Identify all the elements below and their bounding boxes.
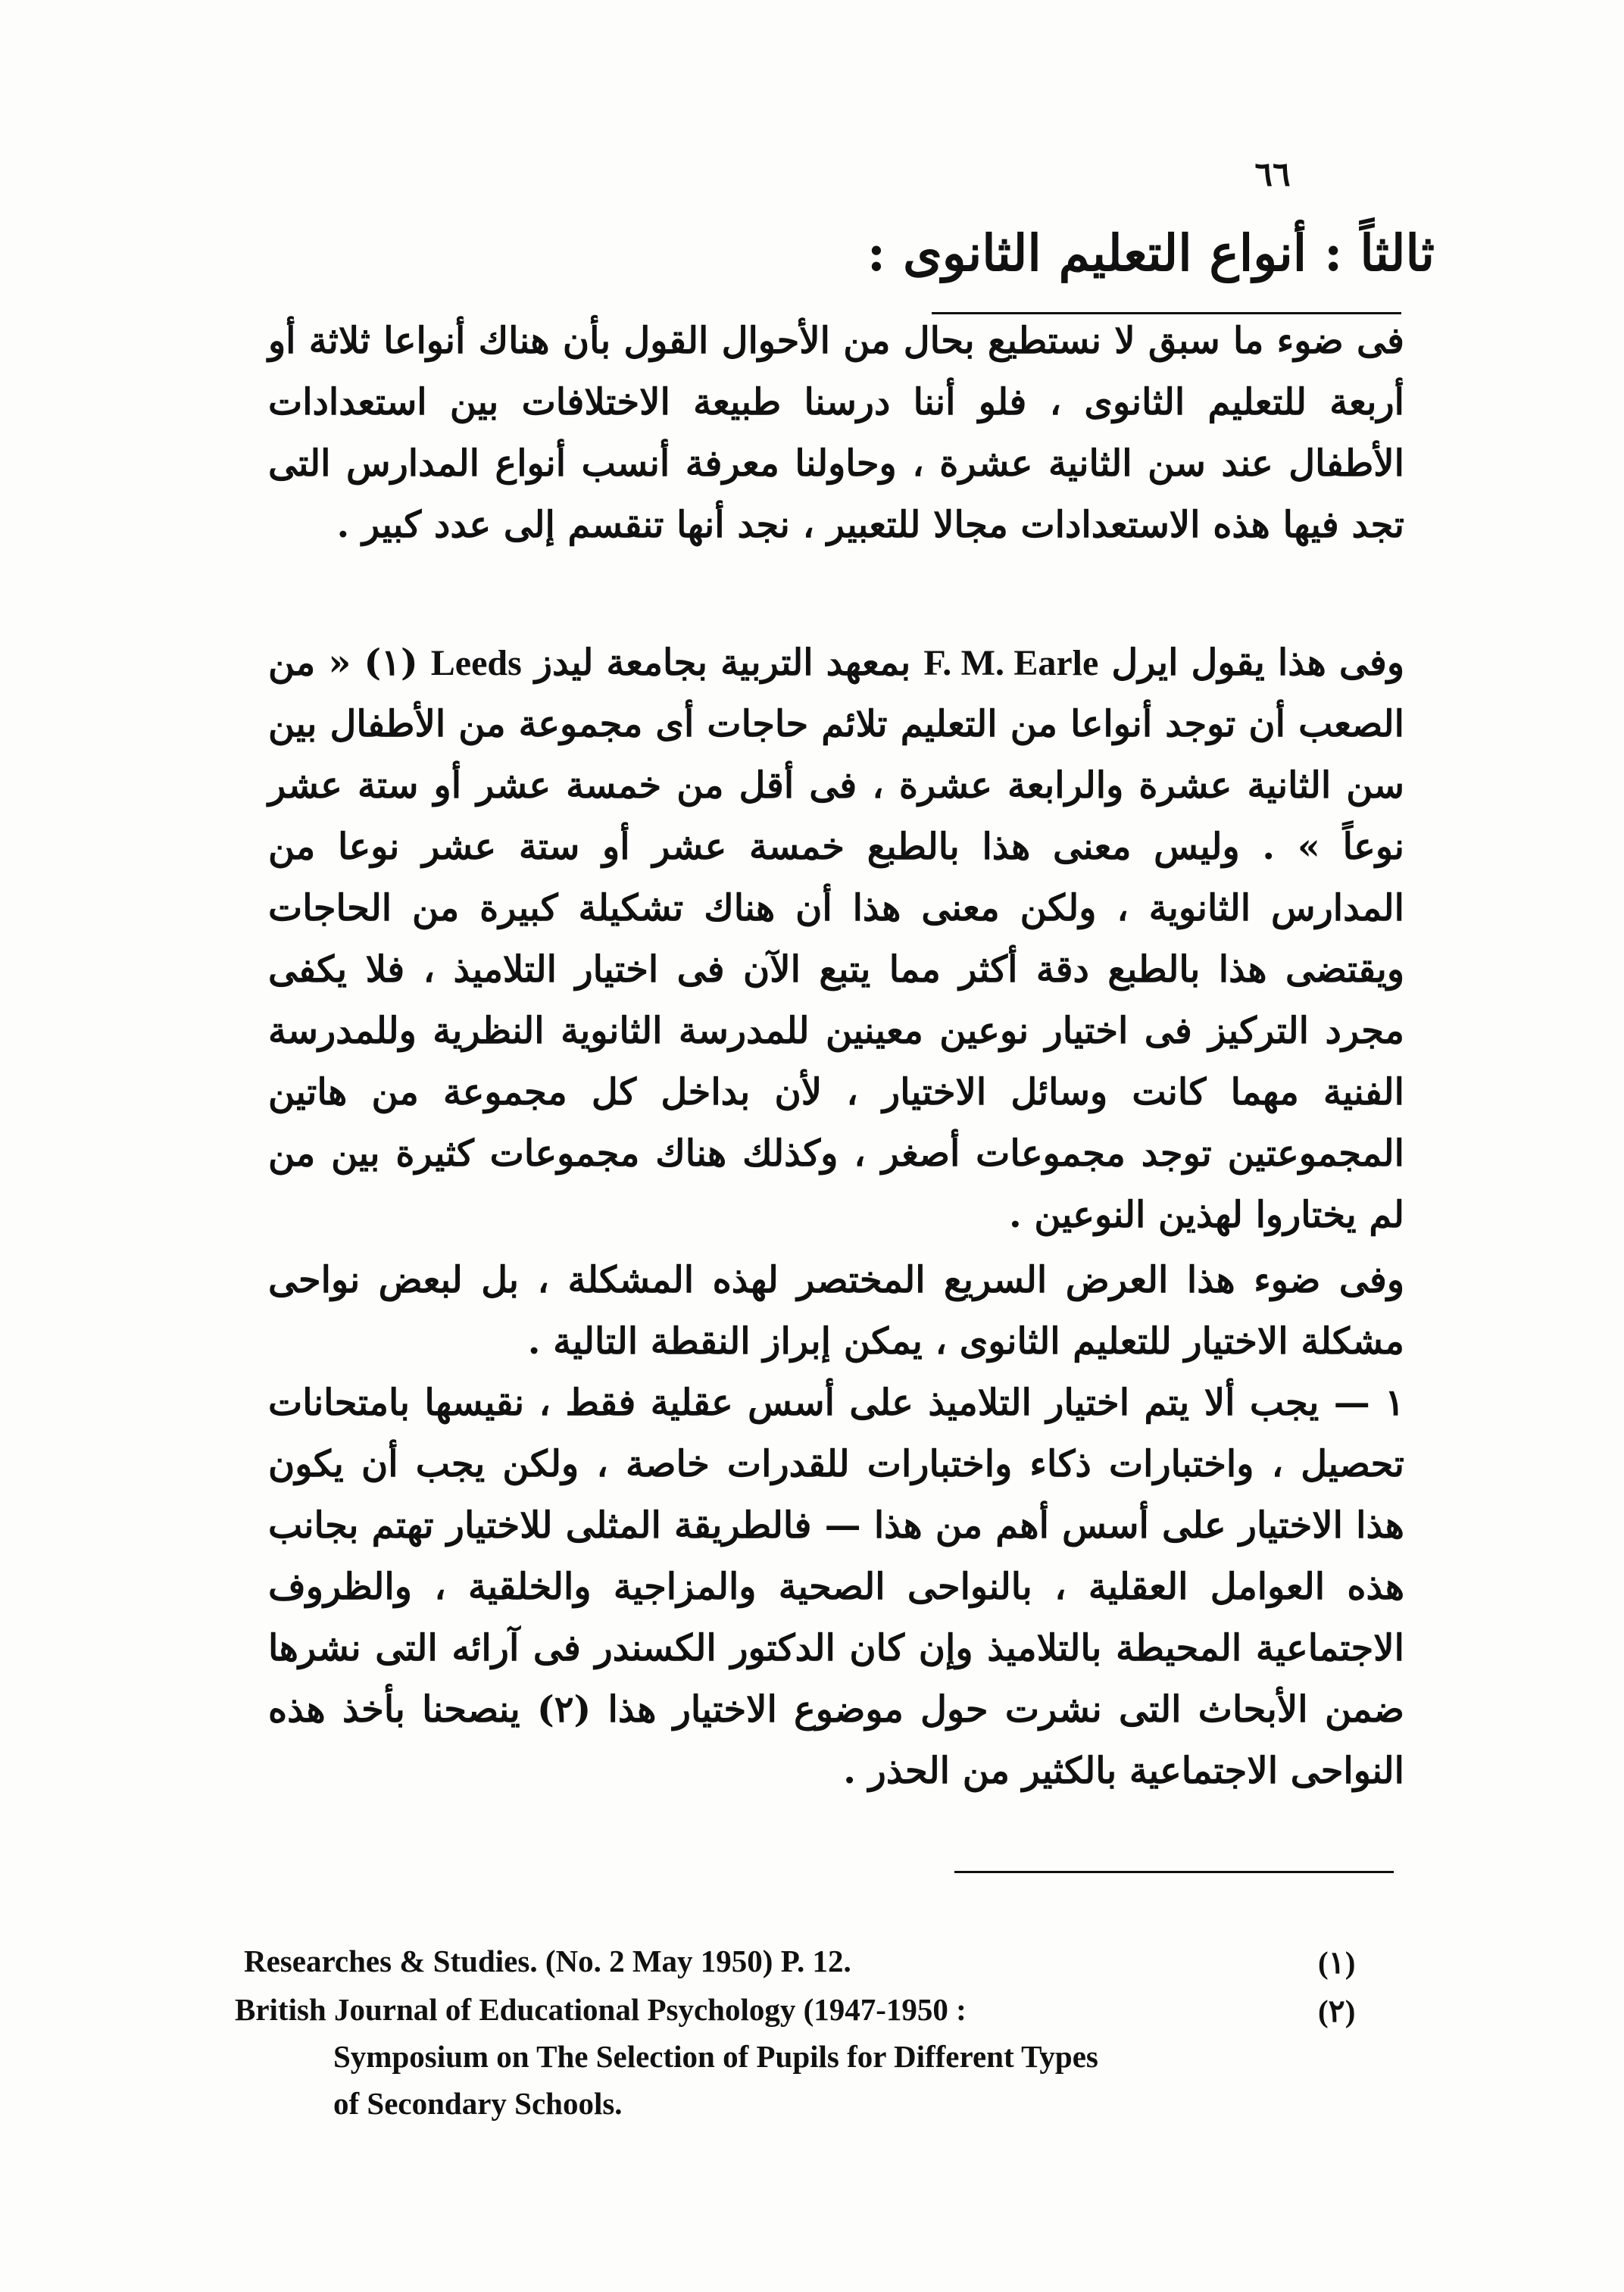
place-name: Leeds <box>430 643 522 683</box>
paragraph-text: وفى هذا يقول ايرل <box>1111 642 1404 684</box>
footnote-2-continuation: Symposium on The Selection of Pupils for Different Types <box>333 2039 1098 2074</box>
footnote-ref: (١) <box>364 642 418 684</box>
paragraph-text: « من الصعب أن توجد أنواعا من التعليم تلائم حاجات أى مجموعة من الأطفال بين سن الثانية عشرة والرابعة عشرة ، فى أقل من خمسة عشر أو ستة عشر نوعاً » . وليس معنى هذا بالطبع خمسة عشر أو ستة عشر نوعا من المدارس الثانوية ، ولكن معنى هذا أن هناك تشكيلة كبيرة من الحاجات ويقتضى هذا بالطبع دقة أكثر مما يتبع الآن فى اختيار التلاميذ ، فلا يكفى مجرد التركيز فى اختيار نوعين معينين للمدرسة الثانوية النظرية وللمدرسة الفنية مهما كانت وسائل الاختيار ، لأن بداخل كل مجموعة من هاتين المجموعتين توجد مجموعات أصغر ، وكذلك هناك مجموعات كثيرة بين من لم يختاروا لهذين النوعين . <box>268 642 1404 1236</box>
footnote-2-mark: (٢) <box>1318 1994 1356 2028</box>
numbered-point <box>268 1372 1404 1802</box>
section-heading: ثالثاً : أنواع التعليم الثانوى : <box>867 223 1435 283</box>
paragraph-earle-quote <box>268 632 1404 1246</box>
paragraph-conclusion <box>268 1250 1404 1802</box>
paragraph-text: ١ — يجب ألا يتم اختيار التلاميذ على أسس عقلية فقط ، نقيسها بامتحانات تحصيل ، واختبارات ذكاء واختبارات للقدرات خاصة ، ولكن يجب أن يكون هذا الاختيار على أسس أهم من هذا — فالطريقة المثلى للاختيار تهتم بجانب هذه العوامل العقلية ، بالنواحى الصحية والمزاجية والخلقية ، والظروف الاجتماعية المحيطة بالتلاميذ وإن كان الدكتور الكسندر فى آرائه التى نشرها ضمن الأبحاث التى نشرت حول موضوع الاختيار هذا <box>268 1382 1405 1731</box>
paragraph-text: بمعهد التربية بجامعة ليدز <box>534 642 911 684</box>
footnote-ref: (٢) <box>537 1688 592 1731</box>
footnote-2-continuation: of Secondary Schools. <box>333 2086 623 2121</box>
footnote-1-text: Researches & Studies. (No. 2 May 1950) P. 12. <box>244 1944 851 1978</box>
author-name: F. M. Earle <box>923 643 1099 683</box>
paragraph-intro: فى ضوء ما سبق لا نستطيع بحال من الأحوال القول بأن هناك أنواعا ثلاثة أو أربعة للتعليم الثانوى ، فلو أننا درسنا طبيعة الاختلافات بين استعدادات الأطفال عند سن الثانية عشرة ، وحاولنا معرفة أنسب أنواع المدارس التى تجد فيها هذه الاستعدادات مجالا للتعبير ، نجد أنها تنقسم إلى عدد كبير . <box>268 320 1404 546</box>
paragraph-text: وفى ضوء هذا العرض السريع المختصر لهذه المشكلة ، بل لبعض نواحى مشكلة الاختيار للتعليم الثانوى ، يمكن إبراز النقطة التالية . <box>268 1259 1404 1363</box>
page-number: ٦٦ <box>1254 155 1291 194</box>
footnote-2-text: British Journal of Educational Psychology (1947-1950 : <box>235 1992 967 2027</box>
paragraph-text: ينصحنا بأخذ هذه النواحى الاجتماعية بالكثير من الحذر . <box>268 1688 1404 1792</box>
footnote-1-mark: (١) <box>1318 1945 1356 1980</box>
footnote-separator <box>954 1871 1394 1873</box>
